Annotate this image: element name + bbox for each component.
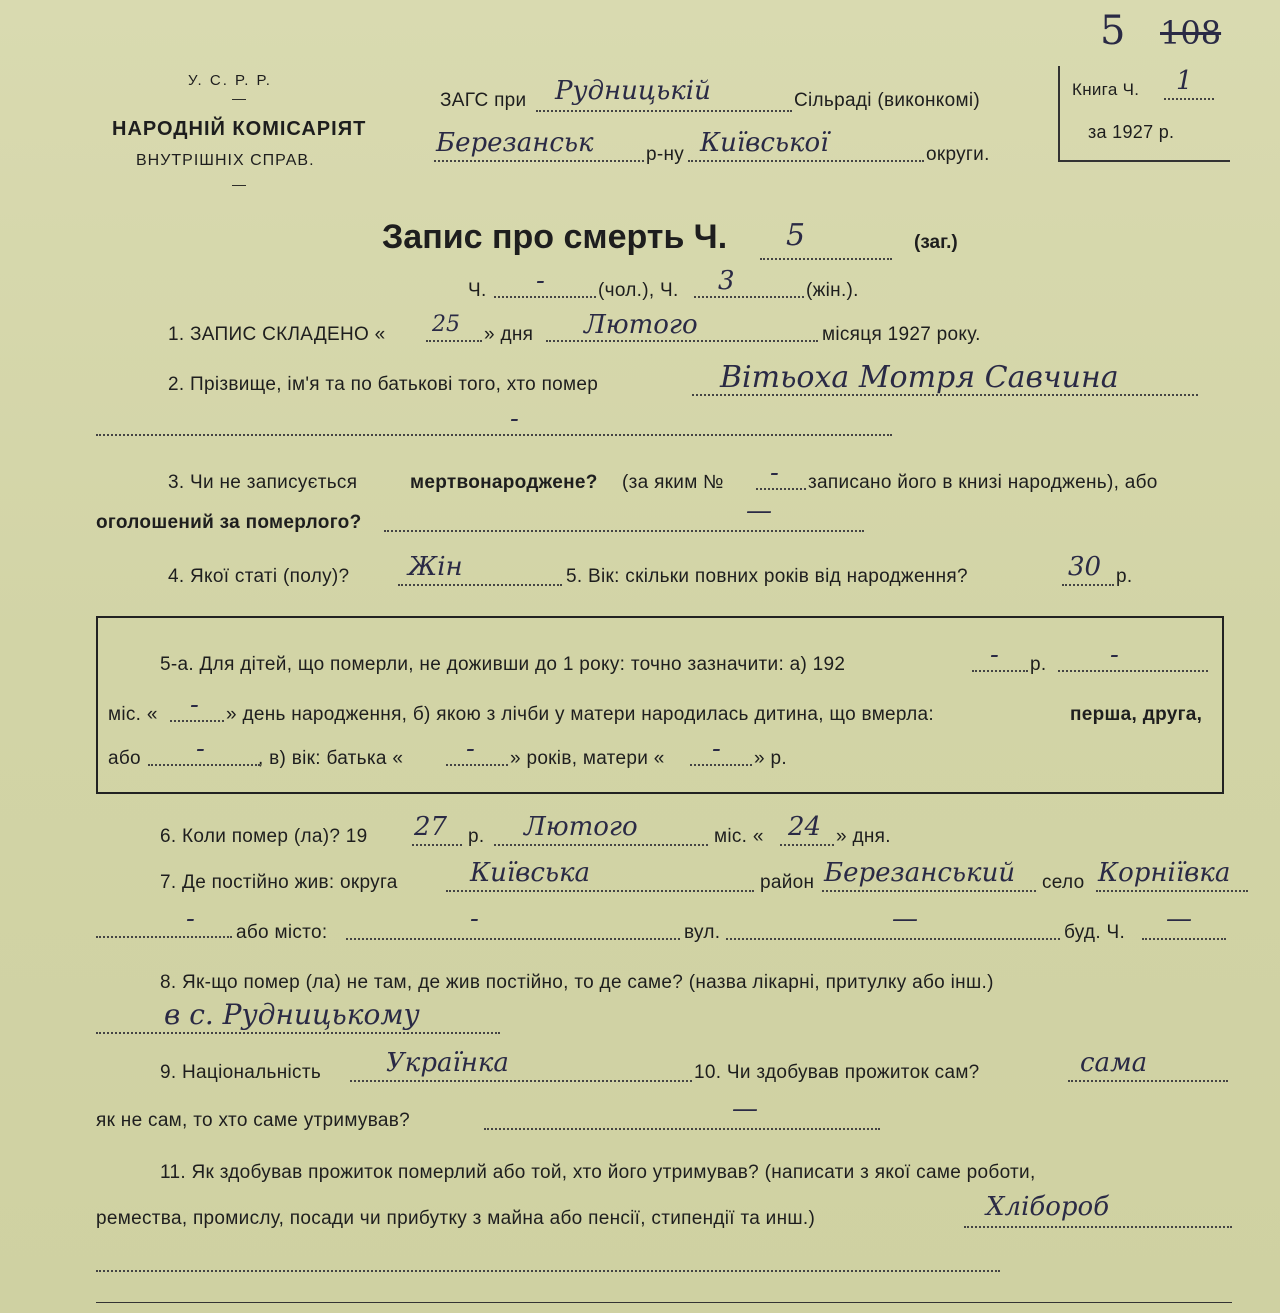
q5a-line3c: » років, матери « — [510, 748, 665, 769]
book-number: 1 — [1176, 66, 1193, 96]
q5a-order: - — [196, 734, 205, 764]
header-dash: — — [232, 90, 246, 106]
q7-bud-label: буд. Ч. — [1064, 922, 1126, 943]
q2-dash: - — [510, 404, 519, 434]
q7-text: 7. Де постійно жив: округа — [160, 872, 398, 893]
q9-text: 9. Національність — [160, 1062, 322, 1083]
q5a-father: - — [466, 734, 475, 764]
q5a-day: - — [190, 690, 199, 720]
q7-okruha: Київська — [470, 858, 591, 888]
okruha-handwritten: Київської — [700, 128, 829, 158]
q1-text: 1. ЗАПИС СКЛАДЕНО « — [168, 324, 386, 345]
page-number: 5 — [1100, 8, 1126, 54]
q5a-line2b: » день народження, б) якою з лічби у матери народилась дитина, що вмерла: — [226, 704, 934, 725]
record-suffix: (заг.) — [914, 232, 958, 253]
q11-line1: 11. Як здобував прожиток померлий або той, хто його утримував? (написати з якої саме роботи, — [160, 1162, 1036, 1183]
q10b-answer: — — [732, 1094, 758, 1124]
record-number: 5 — [786, 218, 806, 253]
q6-mis: міс. « — [714, 826, 764, 847]
q3-text3: записано його в книзі народжень), або — [808, 472, 1158, 493]
q1-day-label: » дня — [484, 324, 534, 345]
q7-vul-label: вул. — [684, 922, 721, 943]
record-title: Запис про смерть Ч. — [382, 218, 728, 256]
q1-day: 25 — [432, 312, 460, 337]
q3-num: - — [770, 458, 779, 488]
q5-text: 5. Вік: скільки повних років від народження? — [566, 566, 968, 587]
q5a-r: р. — [1030, 654, 1047, 675]
q1-suffix: місяця 1927 року. — [822, 324, 981, 345]
district-handwritten: Березанськ — [436, 128, 594, 158]
district-label: р-ну — [646, 144, 685, 165]
q4-text: 4. Якої статі (полу)? — [168, 566, 350, 587]
q3-text2: (за яким № — [622, 472, 724, 493]
q6-end: » дня. — [836, 826, 891, 847]
book-year: за 1927 р. — [1088, 122, 1175, 142]
q11-line2: ремества, промислу, посади чи прибутку з майна або пенсії, стипендії та инш.) — [96, 1208, 816, 1229]
q5a-line1: 5-а. Для дітей, що померли, не доживши до 1 року: точно зазначити: а) 192 — [160, 654, 846, 675]
q5a-month: - — [1110, 640, 1119, 670]
q11-answer: Хлібороб — [986, 1192, 1110, 1222]
q5a-bold: перша, друга, — [1070, 704, 1203, 725]
q5a-line2a: міс. « — [108, 704, 158, 725]
header-dash-2: — — [232, 176, 246, 192]
q5a-mother: - — [712, 734, 721, 764]
ussr-label: У. С. Р. Р. — [188, 72, 272, 89]
q5a-line3b: , в) вік: батька « — [258, 748, 404, 769]
q7-dash: - — [186, 904, 195, 934]
council-handwritten: Рудницькій — [555, 76, 711, 106]
q10b-text: як не сам, то хто саме утримував? — [96, 1110, 411, 1131]
internal-affairs: ВНУТРІШНІХ СПРАВ. — [136, 152, 315, 169]
q5-unit: р. — [1116, 566, 1133, 587]
book-label: Книга Ч. — [1072, 80, 1140, 99]
q6-r: р. — [468, 826, 485, 847]
q6-year: 27 — [414, 812, 448, 842]
q7-rayon: Березанський — [824, 858, 1016, 888]
q3-text1: 3. Чи не записується — [168, 472, 358, 493]
q5a-line3a: або — [108, 748, 141, 769]
q2-answer: Вітьоха Мотря Савчина — [720, 360, 1119, 395]
q9-answer: Українка — [386, 1048, 509, 1078]
okruha-label: округи. — [926, 144, 990, 165]
q5-age: 30 — [1068, 552, 1102, 582]
female-label: (жін.). — [806, 280, 859, 301]
q6-text: 6. Коли помер (ла)? 19 — [160, 826, 368, 847]
male-count: - — [536, 266, 545, 296]
commissariat-title: НАРОДНІЙ КОМІСАРІЯТ — [112, 118, 367, 140]
q7-bud: — — [1166, 904, 1192, 934]
female-count: 3 — [718, 266, 735, 296]
zags-label: ЗАГС при — [440, 90, 527, 111]
q5a-year: - — [990, 640, 999, 670]
council-suffix: Сільраді (виконкомі) — [794, 90, 980, 111]
q5a-line3d: » р. — [754, 748, 787, 769]
q3-answer: — — [746, 496, 772, 526]
q2-text: 2. Прізвище, ім'я та по батькові того, хто помер — [168, 374, 599, 395]
q3-bold2: оголошений за померлого? — [96, 512, 362, 533]
q3-bold1: мертвонароджене? — [410, 472, 598, 493]
q7-rayon-label: район — [760, 872, 815, 893]
struck-number: 108 — [1160, 14, 1222, 52]
subnum-prefix: Ч. — [468, 280, 487, 301]
q6-day: 24 — [788, 812, 822, 842]
q4-answer: Жін — [408, 552, 463, 582]
q7-selo: Корніївка — [1098, 858, 1231, 888]
q10-text: 10. Чи здобував прожиток сам? — [694, 1062, 980, 1083]
q7-vul: — — [892, 904, 918, 934]
q8-answer: в с. Рудницькому — [164, 998, 420, 1031]
q7-selo-label: село — [1042, 872, 1085, 893]
male-label: (чол.), Ч. — [598, 280, 679, 301]
q8-text: 8. Як-що помер (ла) не там, де жив постійно, то де саме? (назва лікарні, притулку або інш.) — [160, 972, 994, 993]
q7-misto: - — [470, 904, 479, 934]
q6-month: Лютого — [524, 812, 638, 842]
q7-misto-label: або місто: — [236, 922, 328, 943]
q1-month: Лютого — [584, 310, 698, 340]
q10-answer: сама — [1080, 1048, 1148, 1078]
